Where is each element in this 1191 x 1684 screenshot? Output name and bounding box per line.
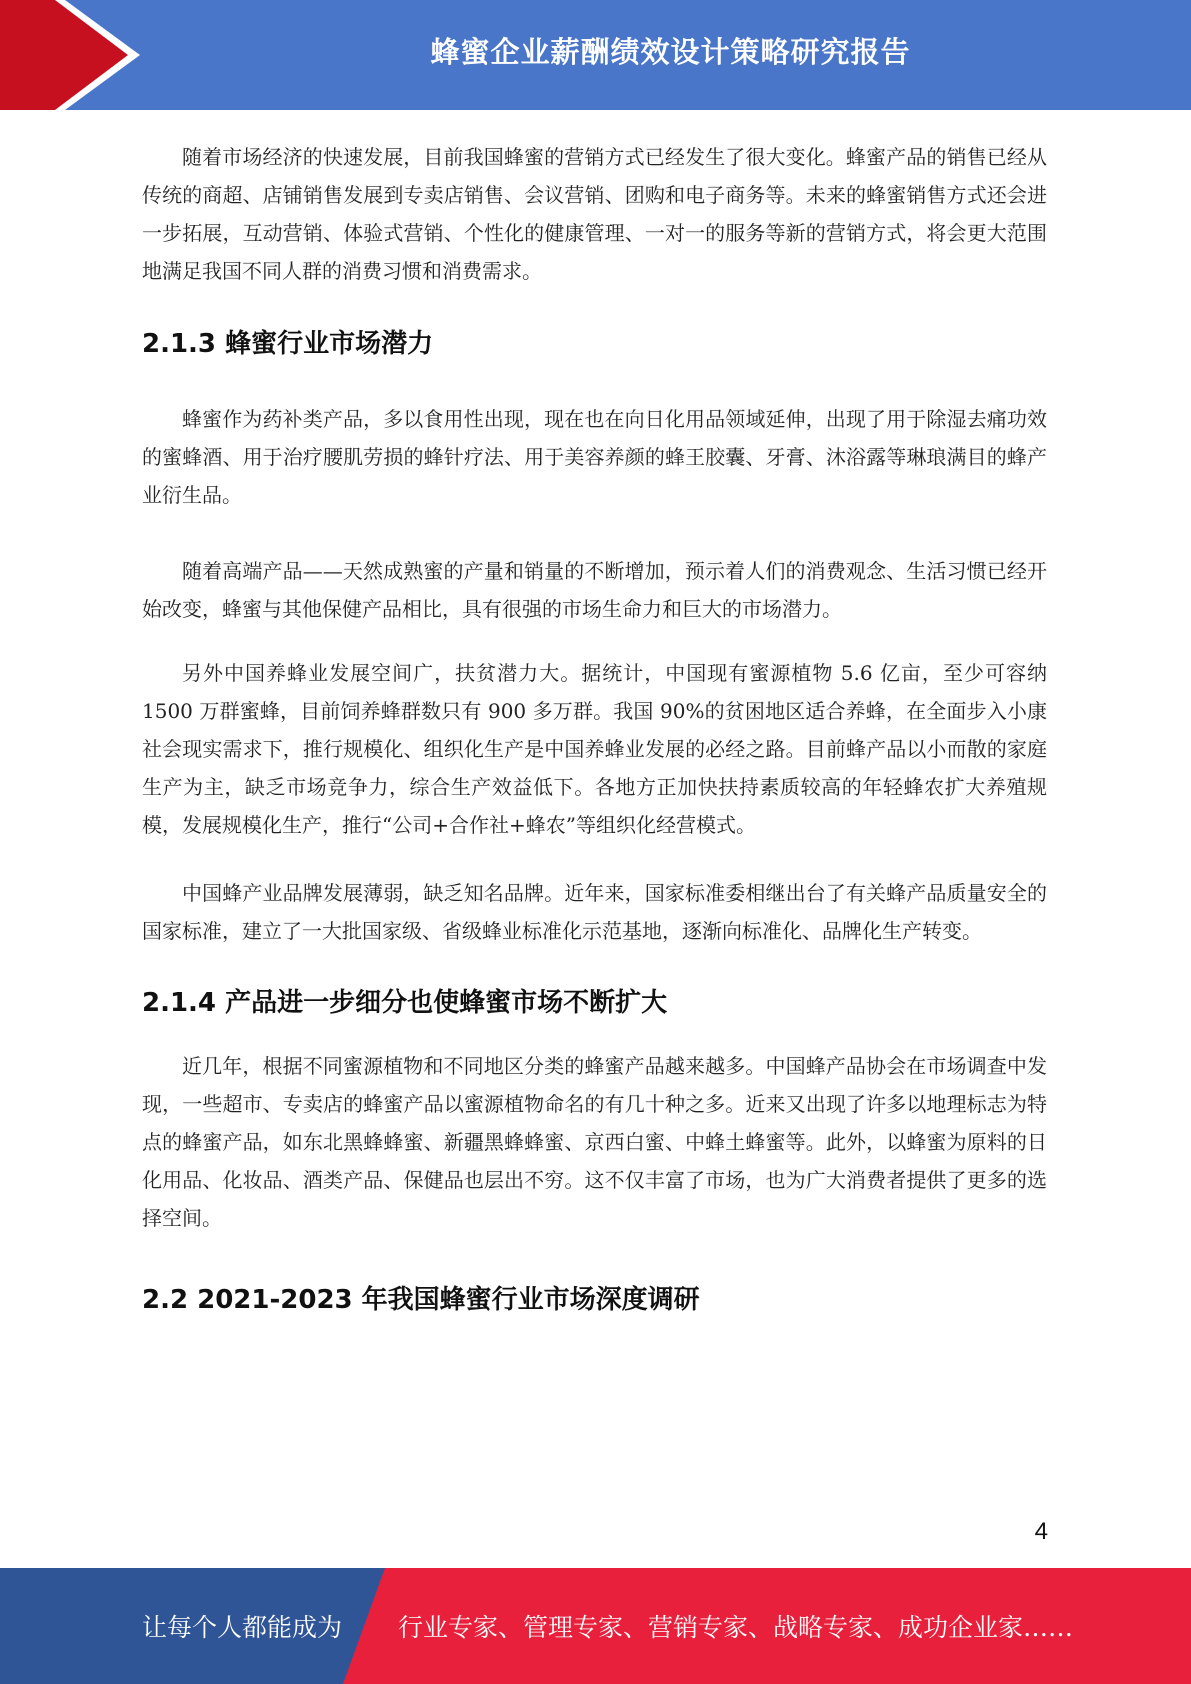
footer-slogan-left: 让每个人都能成为 bbox=[142, 1613, 343, 1642]
section-heading-2-1-4: 2.1.4 产品进一步细分也使蜂蜜市场不断扩大 bbox=[142, 988, 668, 1018]
page-header bbox=[0, 0, 1191, 110]
paragraph: 另外中国养蜂业发展空间广，扶贫潜力大。据统计，中国现有蜜源植物 5.6 亿亩，至少可容纳 1500 万群蜜蜂，目前饲养蜂群数只有 900 多万群。我国 90%的贫困地区适合养蜂，在全面步入小康社会现实需求下，推行规模化、组织化生产是中国养蜂业发展的必经之路。目前蜂产品以小而散的家庭生产为主，缺乏市场竞争力，综合生产效益低下。各地方正加快扶持素质较高的年轻蜂农扩大养殖规模，发展规模化生产，推行“公司+合作社+蜂农”等组织化经营模式。 bbox=[142, 661, 1047, 837]
document-body bbox=[142, 130, 1047, 1316]
report-title: 蜂蜜企业薪酬绩效设计策略研究报告 bbox=[430, 34, 911, 69]
section-heading-2-2: 2.2 2021-2023 年我国蜂蜜行业市场深度调研 bbox=[142, 1285, 700, 1315]
footer-slogan-right: 行业专家、管理专家、营销专家、战略专家、成功企业家…… bbox=[398, 1613, 1074, 1642]
paragraph: 蜂蜜作为药补类产品，多以食用性出现，现在也在向日化用品领域延伸，出现了用于除湿去痛功效的蜜蜂酒、用于治疗腰肌劳损的蜂针疗法、用于美容养颜的蜂王胶囊、牙膏、沐浴露等琳琅满目的蜂产业衍生品。 bbox=[142, 407, 1047, 507]
chevron-arrow-icon bbox=[0, 0, 160, 110]
paragraph: 随着高端产品——天然成熟蜜的产量和销量的不断增加，预示着人们的消费观念、生活习惯已经开始改变，蜂蜜与其他保健产品相比，具有很强的市场生命力和巨大的市场潜力。 bbox=[142, 559, 1047, 621]
page-footer bbox=[0, 1568, 1191, 1684]
page-number: 4 bbox=[1034, 1518, 1048, 1545]
intro-paragraph: 随着市场经济的快速发展，目前我国蜂蜜的营销方式已经发生了很大变化。蜂蜜产品的销售已经从传统的商超、店铺销售发展到专卖店销售、会议营销、团购和电子商务等。未来的蜂蜜销售方式还会进一步拓展，互动营销、体验式营销、个性化的健康管理、一对一的服务等新的营销方式，将会更大范围地满足我国不同人群的消费习惯和消费需求。 bbox=[142, 145, 1047, 283]
section-heading-2-1-3: 2.1.3 蜂蜜行业市场潜力 bbox=[142, 329, 434, 359]
paragraph: 中国蜂产业品牌发展薄弱，缺乏知名品牌。近年来，国家标准委相继出台了有关蜂产品质量安全的国家标准，建立了一大批国家级、省级蜂业标准化示范基地，逐渐向标准化、品牌化生产转变。 bbox=[142, 881, 1047, 943]
paragraph: 近几年，根据不同蜜源植物和不同地区分类的蜂蜜产品越来越多。中国蜂产品协会在市场调查中发现，一些超市、专卖店的蜂蜜产品以蜜源植物命名的有几十种之多。近来又出现了许多以地理标志为特点的蜂蜜产品，如东北黑蜂蜂蜜、新疆黑蜂蜂蜜、京西白蜜、中蜂土蜂蜜等。此外，以蜂蜜为原料的日化用品、化妆品、酒类产品、保健品也层出不穷。这不仅丰富了市场，也为广大消费者提供了更多的选择空间。 bbox=[142, 1054, 1047, 1230]
